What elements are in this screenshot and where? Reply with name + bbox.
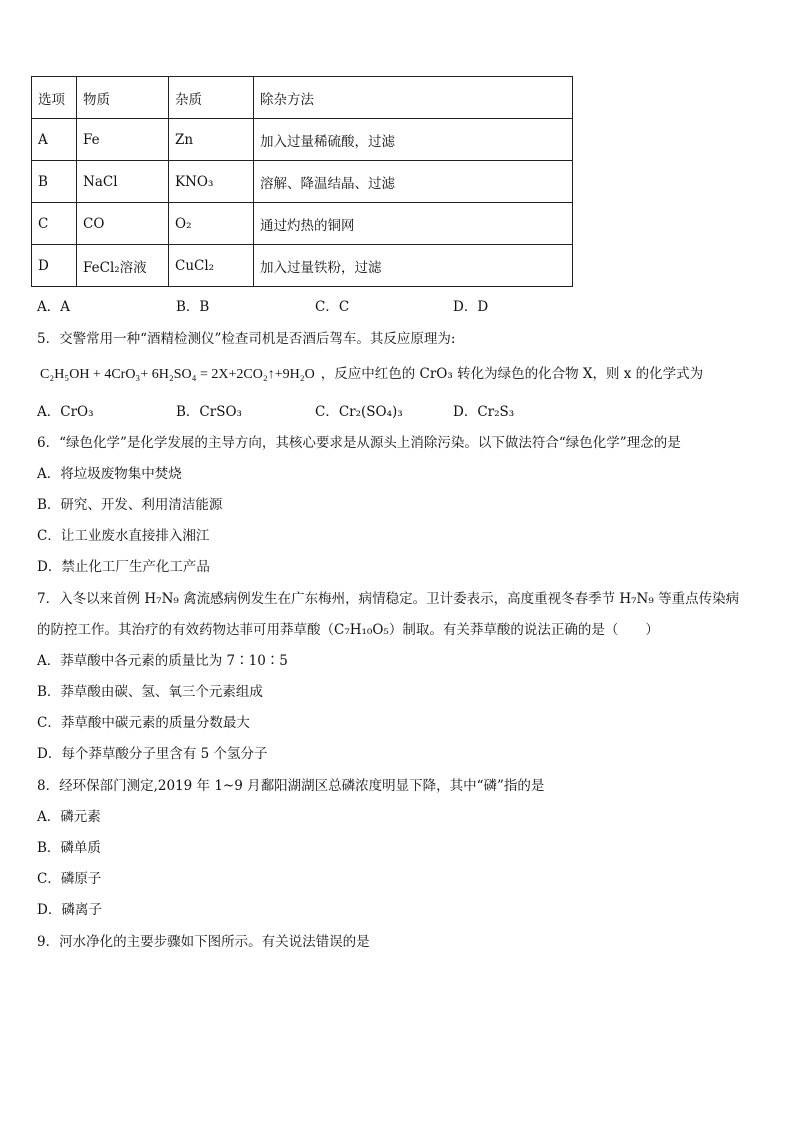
q4-option-d[interactable]: D．D (453, 299, 489, 315)
q6-stem: 6．“绿色化学”是化学发展的主导方向，其核心要求是从源头上消除污染。以下做法符合“绿色化学”理念的是 (37, 435, 681, 451)
cell-impurity: CuCl₂ (169, 245, 254, 287)
q4-option-c[interactable]: C．C (315, 299, 350, 315)
cell-method: 加入过量铁粉，过滤 (254, 245, 573, 287)
q4-table (31, 76, 573, 287)
table-row (32, 119, 573, 161)
cell-method: 加入过量稀硫酸，过滤 (254, 119, 573, 161)
cell-substance: NaCl (77, 161, 169, 203)
cell-impurity: O₂ (169, 203, 254, 245)
q8-option-d[interactable]: D．磷离子 (37, 902, 102, 918)
reaction-equation: C₂H₅OH + 4CrO₃+ 6H₂SO₄ = 2X+2CO₂↑+9H₂O (40, 367, 315, 382)
q6-option-a[interactable]: A．将垃圾废物集中焚烧 (37, 466, 182, 482)
q5-equation-tail: ，反应中红色的 CrO₃ 转化为绿色的化合物 X，则 x 的化学式为 (320, 366, 704, 382)
header-substance: 物质 (77, 77, 169, 119)
q7-option-b[interactable]: B．莽草酸由碳、氢、氧三个元素组成 (37, 684, 263, 700)
q5-stem: 5．交警常用一种“酒精检测仪”检查司机是否酒后驾车。其反应原理为: (37, 331, 456, 347)
header-impurity: 杂质 (169, 77, 254, 119)
q5-option-c[interactable]: C．Cr₂(SO₄)₃ (315, 404, 403, 420)
q4-option-a[interactable]: A．A (37, 299, 70, 315)
cell-option: C (32, 203, 77, 245)
cell-impurity: KNO₃ (169, 161, 254, 203)
q8-option-b[interactable]: B．磷单质 (37, 840, 101, 856)
q8-option-c[interactable]: C．磷原子 (37, 871, 102, 887)
cell-option: B (32, 161, 77, 203)
q8-option-a[interactable]: A．磷元素 (37, 809, 101, 825)
header-method: 除杂方法 (254, 77, 573, 119)
cell-option: A (32, 119, 77, 161)
q6-option-b[interactable]: B．研究、开发、利用清洁能源 (37, 497, 223, 513)
q5-option-b[interactable]: B．CrSO₃ (176, 404, 242, 420)
cell-method: 通过灼热的铜网 (254, 203, 573, 245)
q6-option-c[interactable]: C．让工业废水直接排入湘江 (37, 528, 210, 544)
cell-substance: CO (77, 203, 169, 245)
table-row (32, 161, 573, 203)
cell-substance: FeCl₂溶液 (77, 245, 169, 287)
q8-stem: 8．经环保部门测定,2019 年 1~9 月鄱阳湖湖区总磷浓度明显下降，其中“磷”指的是 (37, 778, 545, 794)
table-header-row (32, 77, 573, 119)
header-option: 选项 (32, 77, 77, 119)
q7-stem-line1: 7．入冬以来首例 H₇N₉ 禽流感病例发生在广东梅州，病情稳定。卫计委表示，高度重视冬春季节 H₇N₉ 等重点传染病 (37, 591, 740, 607)
q5-option-a[interactable]: A．CrO₃ (37, 404, 94, 420)
table-row (32, 245, 573, 287)
cell-substance: Fe (77, 119, 169, 161)
q7-option-d[interactable]: D．每个莽草酸分子里含有 5 个氢分子 (37, 746, 268, 762)
cell-impurity: Zn (169, 119, 254, 161)
q9-stem: 9．河水净化的主要步骤如下图所示。有关说法错误的是 (37, 934, 370, 950)
q7-option-c[interactable]: C．莽草酸中碳元素的质量分数最大 (37, 715, 250, 731)
cell-method: 溶解、降温结晶、过滤 (254, 161, 573, 203)
q5-equation-line (40, 362, 703, 383)
q6-option-d[interactable]: D．禁止化工厂生产化工产品 (37, 559, 210, 575)
table-row (32, 203, 573, 245)
cell-option: D (32, 245, 77, 287)
q7-option-a[interactable]: A．莽草酸中各元素的质量比为 7∶10∶5 (37, 653, 288, 669)
q4-option-b[interactable]: B．B (176, 299, 210, 315)
q7-stem-line2: 的防控工作。其治疗的有效药物达菲可用莽草酸（C₇H₁₀O₅）制取。有关莽草酸的说法正确的是（ ） (37, 622, 659, 638)
q5-option-d[interactable]: D．Cr₂S₃ (453, 404, 515, 420)
